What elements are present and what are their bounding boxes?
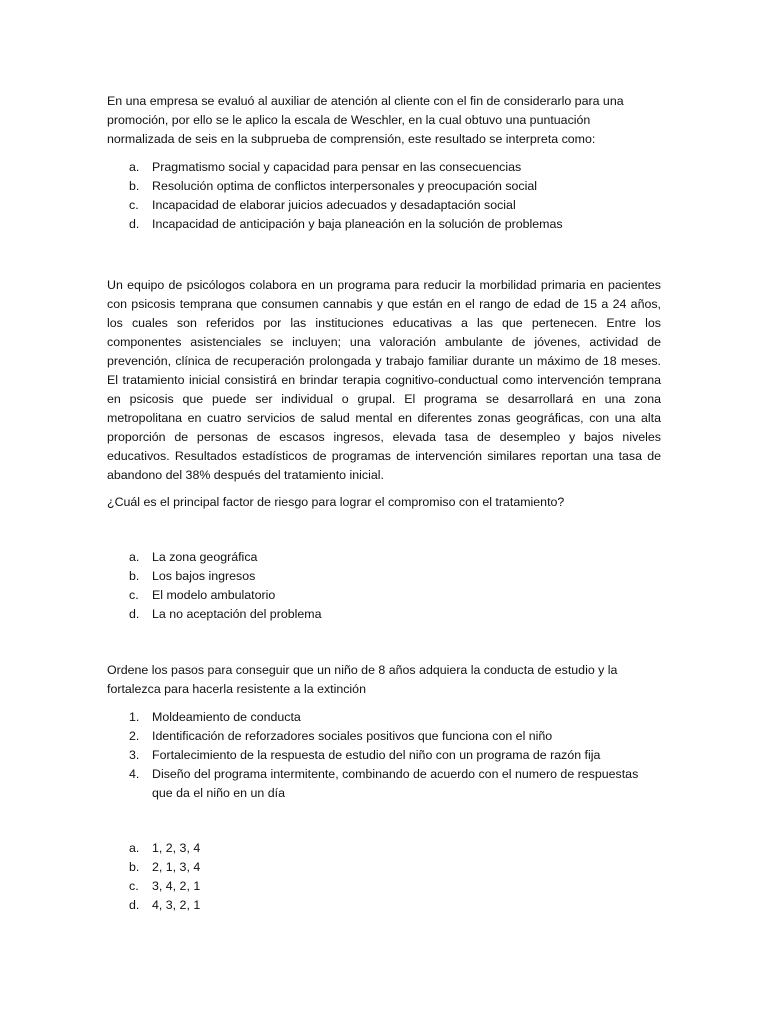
step-number: 3. <box>129 748 140 762</box>
option-text: 1, 2, 3, 4 <box>152 841 201 855</box>
question-3-stem: Ordene los pasos para conseguir que un niño de 8 años adquiera la conducta de estudio y la fortalezca para hacerla resistente a la extinción <box>107 663 618 696</box>
option-marker: d. <box>129 607 140 621</box>
question-3-options <box>107 839 661 915</box>
option-marker: a. <box>129 550 140 564</box>
question-3-option <box>107 858 661 877</box>
option-text: Resolución optima de conflictos interpersonales y preocupación social <box>152 179 538 193</box>
option-text: Pragmatismo social y capacidad para pensar en las consecuencias <box>152 160 522 174</box>
option-marker: d. <box>129 217 140 231</box>
option-text: Incapacidad de elaborar juicios adecuados y desadaptación social <box>152 198 516 212</box>
step-number: 4. <box>129 767 140 781</box>
option-marker: b. <box>129 860 140 874</box>
question-2-options <box>107 548 661 624</box>
question-3-step <box>107 708 661 727</box>
question-2-stem: Un equipo de psicólogos colabora en un programa para reducir la morbilidad primaria en pacientes con psicosis temprana que consumen cannabis y que están en el rango de edad de 15 a 24 años, los cuales son referidos por las instituciones educativas a las que pertenecen. Entre los componentes asistenciales se incluyen; una valoración ambulante de jóvenes, actividad de prevención, clínica de recuperación prolongada y trabajo familiar durante un máximo de 18 meses. El tratamiento inicial consistirá en brindar terapia cognitivo-conductual como intervención temprana en psicosis que puede ser individual o grupal. El programa se desarrollará en una zona metropolitana en cuatro servicios de salud mental en diferentes zonas geográficas, con una alta proporción de personas de escasos ingresos, elevada tasa de desempleo y bajos niveles educativos. Resultados estadísticos de programas de intervención similares reportan una tasa de abandono del 38% después del tratamiento inicial. <box>107 278 661 482</box>
question-2-option <box>107 567 661 586</box>
step-text: Fortalecimiento de la respuesta de estudio del niño con un programa de razón fija <box>152 748 601 762</box>
option-text: La zona geográfica <box>152 550 258 564</box>
option-text: 2, 1, 3, 4 <box>152 860 201 874</box>
question-2-option <box>107 548 661 567</box>
question-2-question: ¿Cuál es el principal factor de riesgo para lograr el compromiso con el tratamiento? <box>107 495 565 509</box>
question-1-options <box>107 158 661 234</box>
option-marker: b. <box>129 569 140 583</box>
question-3-step <box>107 746 661 765</box>
option-text: 4, 3, 2, 1 <box>152 898 201 912</box>
option-marker: a. <box>129 841 140 855</box>
option-text: El modelo ambulatorio <box>152 588 276 602</box>
question-3-step <box>107 765 661 803</box>
option-marker: a. <box>129 160 140 174</box>
option-marker: c. <box>129 879 139 893</box>
option-marker: b. <box>129 179 140 193</box>
question-1-option <box>107 177 661 196</box>
question-3-option <box>107 877 661 896</box>
option-text: Los bajos ingresos <box>152 569 256 583</box>
option-text: La no aceptación del problema <box>152 607 322 621</box>
step-number: 2. <box>129 729 140 743</box>
question-3-steps <box>107 708 661 803</box>
step-number: 1. <box>129 710 140 724</box>
question-1-stem: En una empresa se evaluó al auxiliar de atención al cliente con el fin de considerarlo para una promoción, por ello se le aplico la escala de Weschler, en la cual obtuvo una puntuación normalizada de seis en la subprueba de comprensión, este resultado se interpreta como: <box>107 94 624 146</box>
question-1-option <box>107 158 661 177</box>
step-text: Diseño del programa intermitente, combinando de acuerdo con el numero de respuestas que da el niño en un día <box>152 767 639 800</box>
option-marker: c. <box>129 588 139 602</box>
question-1-option <box>107 215 661 234</box>
question-1-option <box>107 196 661 215</box>
step-text: Identificación de reforzadores sociales positivos que funciona con el niño <box>152 729 553 743</box>
option-marker: c. <box>129 198 139 212</box>
question-2-option <box>107 605 661 624</box>
document-page <box>107 92 661 915</box>
step-text: Moldeamiento de conducta <box>152 710 301 724</box>
option-text: 3, 4, 2, 1 <box>152 879 201 893</box>
question-3-option <box>107 839 661 858</box>
question-3-option <box>107 896 661 915</box>
question-2-option <box>107 586 661 605</box>
question-3-step <box>107 727 661 746</box>
option-text: Incapacidad de anticipación y baja planeación en la solución de problemas <box>152 217 563 231</box>
option-marker: d. <box>129 898 140 912</box>
